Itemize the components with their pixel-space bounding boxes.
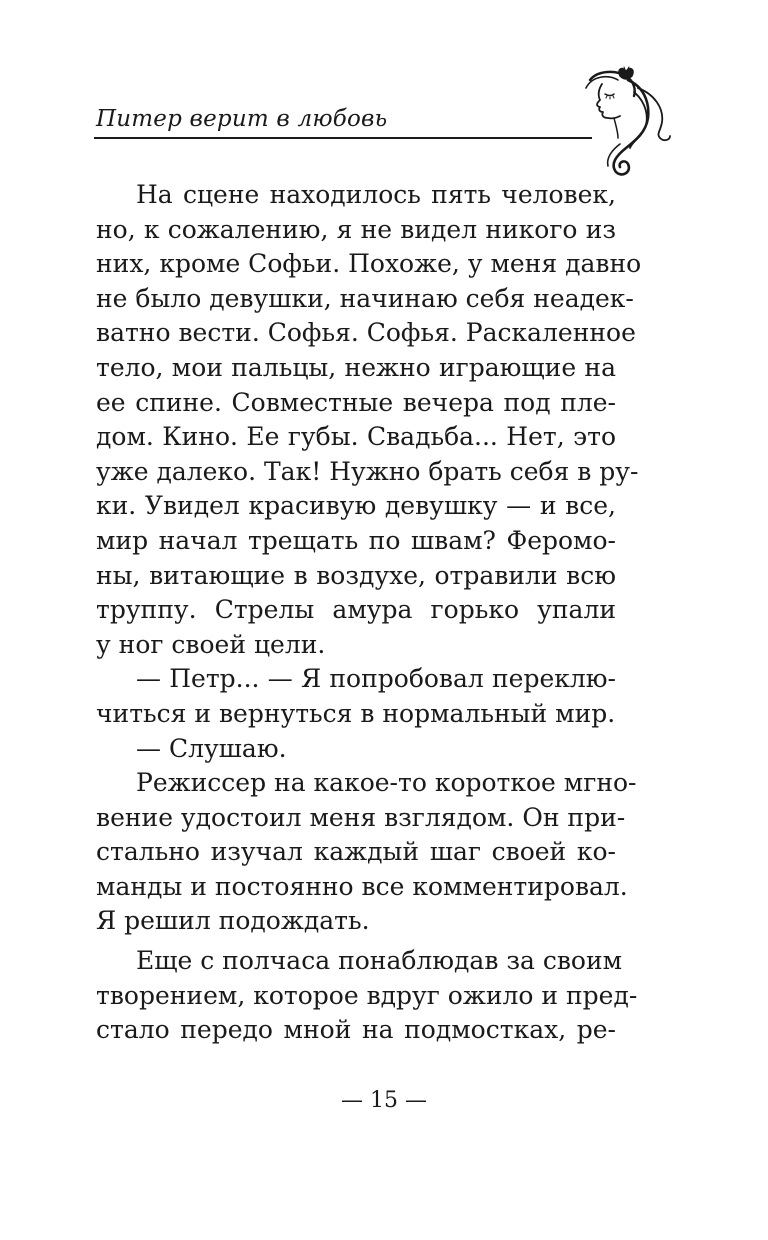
page-number: — 15 —: [341, 1088, 427, 1113]
text-line: дом. Кино. Ее губы. Свадьба... Нет, это: [96, 422, 616, 452]
text-line: не было девушки, начинаю себя неадек-: [96, 283, 634, 313]
text-line: Режиссер на какое-то короткое мгно-: [136, 768, 637, 798]
text-line: ее спине. Совместные вечера под пле-: [96, 387, 616, 417]
text-line: ки. Увидел красивую девушку — и все,: [96, 491, 616, 521]
text-line: у ног своей цели.: [96, 629, 326, 659]
text-line: мир начал трещать по швам? Феромо-: [96, 525, 616, 555]
text-line: На сцене находилось пять человек,: [136, 180, 616, 209]
running-head-title: Питер верит в любовь: [96, 106, 388, 132]
text-line: стало передо мной на подмостках, ре-: [96, 1015, 616, 1045]
text-line: читься и вернуться в нормальный мир.: [96, 698, 616, 728]
text-line: Еще с полчаса понаблюдав за своим: [136, 946, 623, 976]
text-line: них, кроме Софьи. Похоже, у меня давно: [96, 249, 642, 279]
text-line: творением, которое вдруг ожило и пред-: [96, 980, 638, 1010]
text-line: стально изучал каждый шаг своей ко-: [96, 837, 616, 867]
text-line: труппу. Стрелы амура горько упали: [96, 595, 616, 625]
text-line: вение удостоил меня взглядом. Он при-: [96, 802, 626, 832]
text-line: манды и постоянно все комментировал.: [96, 871, 628, 901]
text-line: тело, мои пальцы, нежно играющие на: [96, 352, 616, 382]
text-line: Я решил подождать.: [96, 906, 370, 936]
text-line: уже далеко. Так! Нужно брать себя в ру-: [96, 456, 639, 486]
body-text: [96, 178, 642, 1048]
text-line: ны, витающие в воздухе, отравили всю: [96, 560, 616, 590]
header-rule: [94, 137, 592, 139]
woman-profile-icon: [576, 66, 676, 178]
text-line: но, к сожалению, я не видел никого из: [96, 214, 616, 244]
text-line: — Слушаю.: [136, 733, 287, 763]
text-line: ватно вести. Софья. Софья. Раскаленное: [96, 318, 636, 348]
text-line: — Петр... — Я попробовал переклю-: [136, 664, 616, 694]
